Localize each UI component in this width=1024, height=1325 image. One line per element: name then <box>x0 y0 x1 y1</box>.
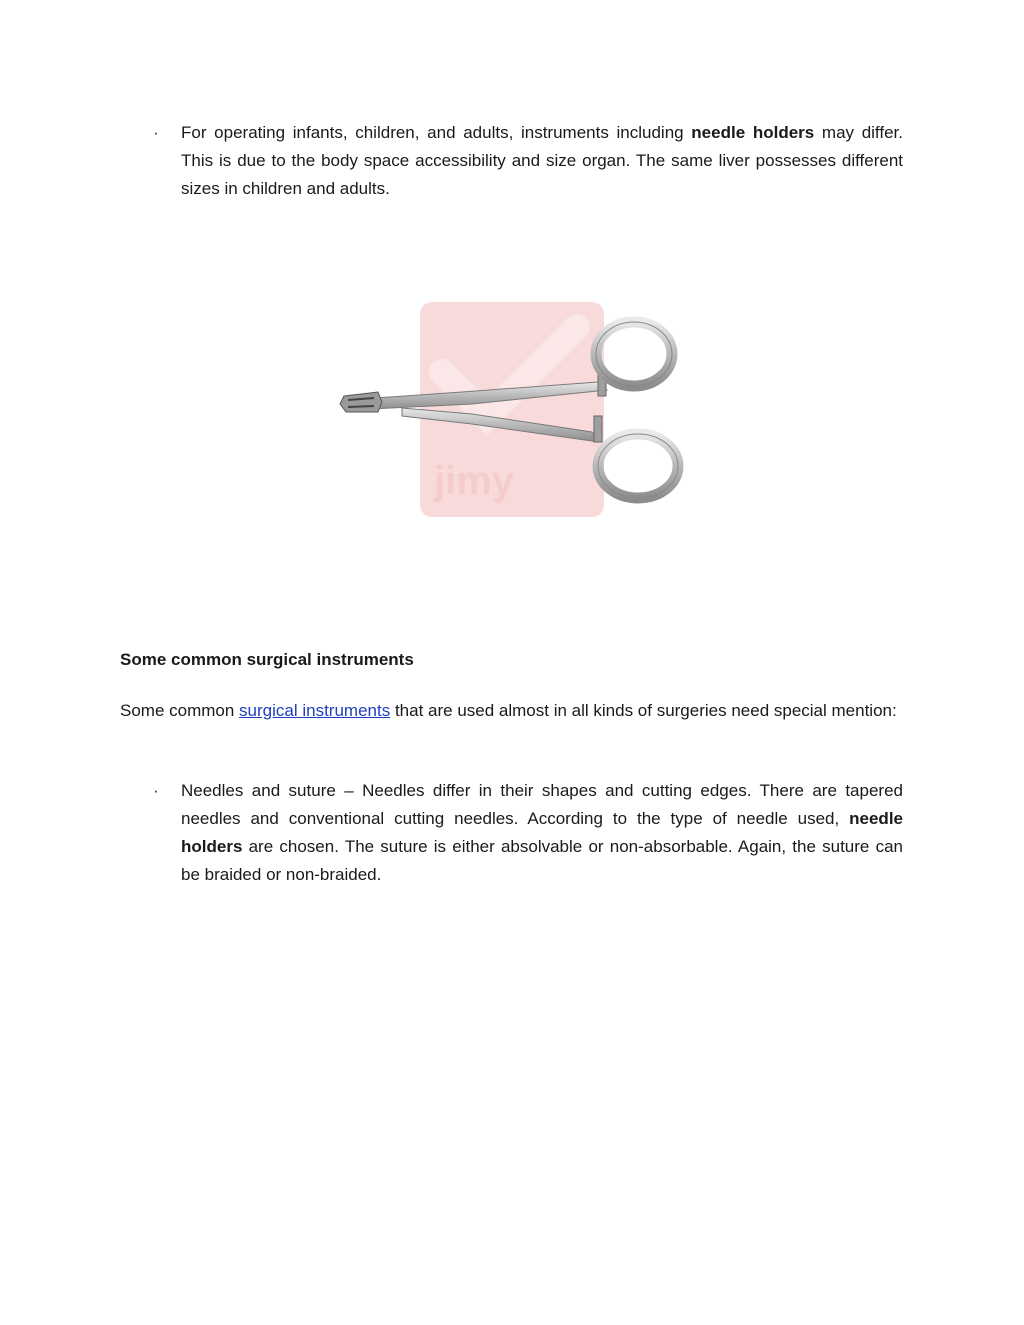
bullet1-text-part2: may differ. This is due to the body space accessibility and size organ. The same liver possesses different sizes in children and adults. <box>181 123 903 198</box>
section-heading: Some common surgical instruments <box>120 650 414 669</box>
bullet2-bold-needle-holders: needle holders <box>181 809 903 856</box>
bullet-marker: · <box>153 123 159 142</box>
intro-text-part1: Some common <box>120 701 240 720</box>
bullet-marker: · <box>153 781 159 800</box>
ratchet-lower <box>594 416 602 442</box>
bullet1-text-part1: For operating infants, children, and adults, instruments including <box>181 123 692 142</box>
needle-holder-icon <box>322 232 702 592</box>
needle-holder-jaws <box>340 392 382 412</box>
bullet1-bold-needle-holders: needle holders <box>691 123 815 142</box>
bullet-paragraph-needles-suture <box>181 777 903 889</box>
bullet2-text-part1: Needles and suture – Needles differ in their shapes and cutting edges. There are tapered needles and conventional cutting needles. According to the type of needle used, <box>181 781 903 828</box>
watermark-logo-text: jimy <box>434 459 515 503</box>
surgical-instruments-link[interactable]: surgical instruments <box>239 701 391 720</box>
bullet-paragraph-infants <box>181 119 903 203</box>
bullet2-text-part2: are chosen. The suture is either absolvable or non-absorbable. Again, the suture can be braided or non-braided. <box>181 837 903 884</box>
needle-holder-image <box>322 232 702 592</box>
intro-text-part2: that are used almost in all kinds of surgeries need special mention: <box>390 701 897 720</box>
intro-paragraph <box>120 697 903 725</box>
